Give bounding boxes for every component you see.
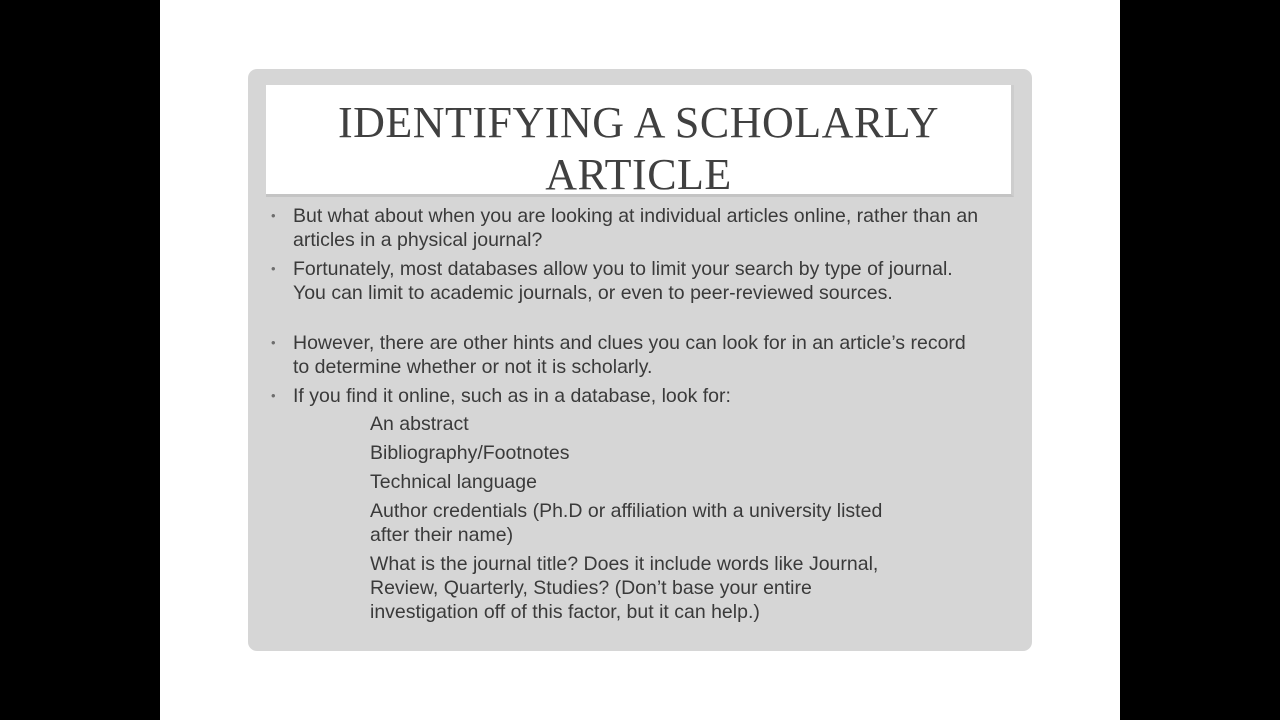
bullet-text: Fortunately, most databases allow you to limit your search by type of journal. You can limit to academic journals, or even to peer-reviewed sources. xyxy=(293,258,953,304)
lookfor-item: An abstract xyxy=(370,413,469,435)
slide-body xyxy=(266,204,986,629)
bullet-list xyxy=(266,204,986,624)
lookfor-item: What is the journal title? Does it include words like Journal, Review, Quarterly, Studies? (Don’t base your entire investigation off of this factor, but it can help.) xyxy=(370,553,879,623)
bullet-text: However, there are other hints and clues you can look for in an article’s record to determine whether or not it is scholarly. xyxy=(293,332,966,378)
bullet-item xyxy=(266,204,986,252)
bullet-item xyxy=(266,257,986,305)
slide xyxy=(160,0,1120,720)
bullet-item xyxy=(266,331,986,379)
lookfor-item: Author credentials (Ph.D or affiliation with a university listed after their name) xyxy=(370,500,883,546)
title-box xyxy=(266,85,1014,197)
content-panel xyxy=(248,69,1032,651)
bullet-icon: • xyxy=(271,388,276,403)
bullet-icon: • xyxy=(271,261,276,276)
lookfor-item: Bibliography/Footnotes xyxy=(370,442,570,464)
slide-title: IDENTIFYING A SCHOLARLY ARTICLE xyxy=(337,98,940,199)
bullet-text: If you find it online, such as in a database, look for: xyxy=(293,385,731,407)
bullet-text: But what about when you are looking at individual articles online, rather than an articles in a physical journal? xyxy=(293,205,979,251)
lookfor-item: Technical language xyxy=(370,471,537,493)
bullet-icon: • xyxy=(271,335,276,350)
lookfor-list xyxy=(293,412,910,624)
bullet-icon: • xyxy=(271,208,276,223)
bullet-item xyxy=(266,384,986,624)
